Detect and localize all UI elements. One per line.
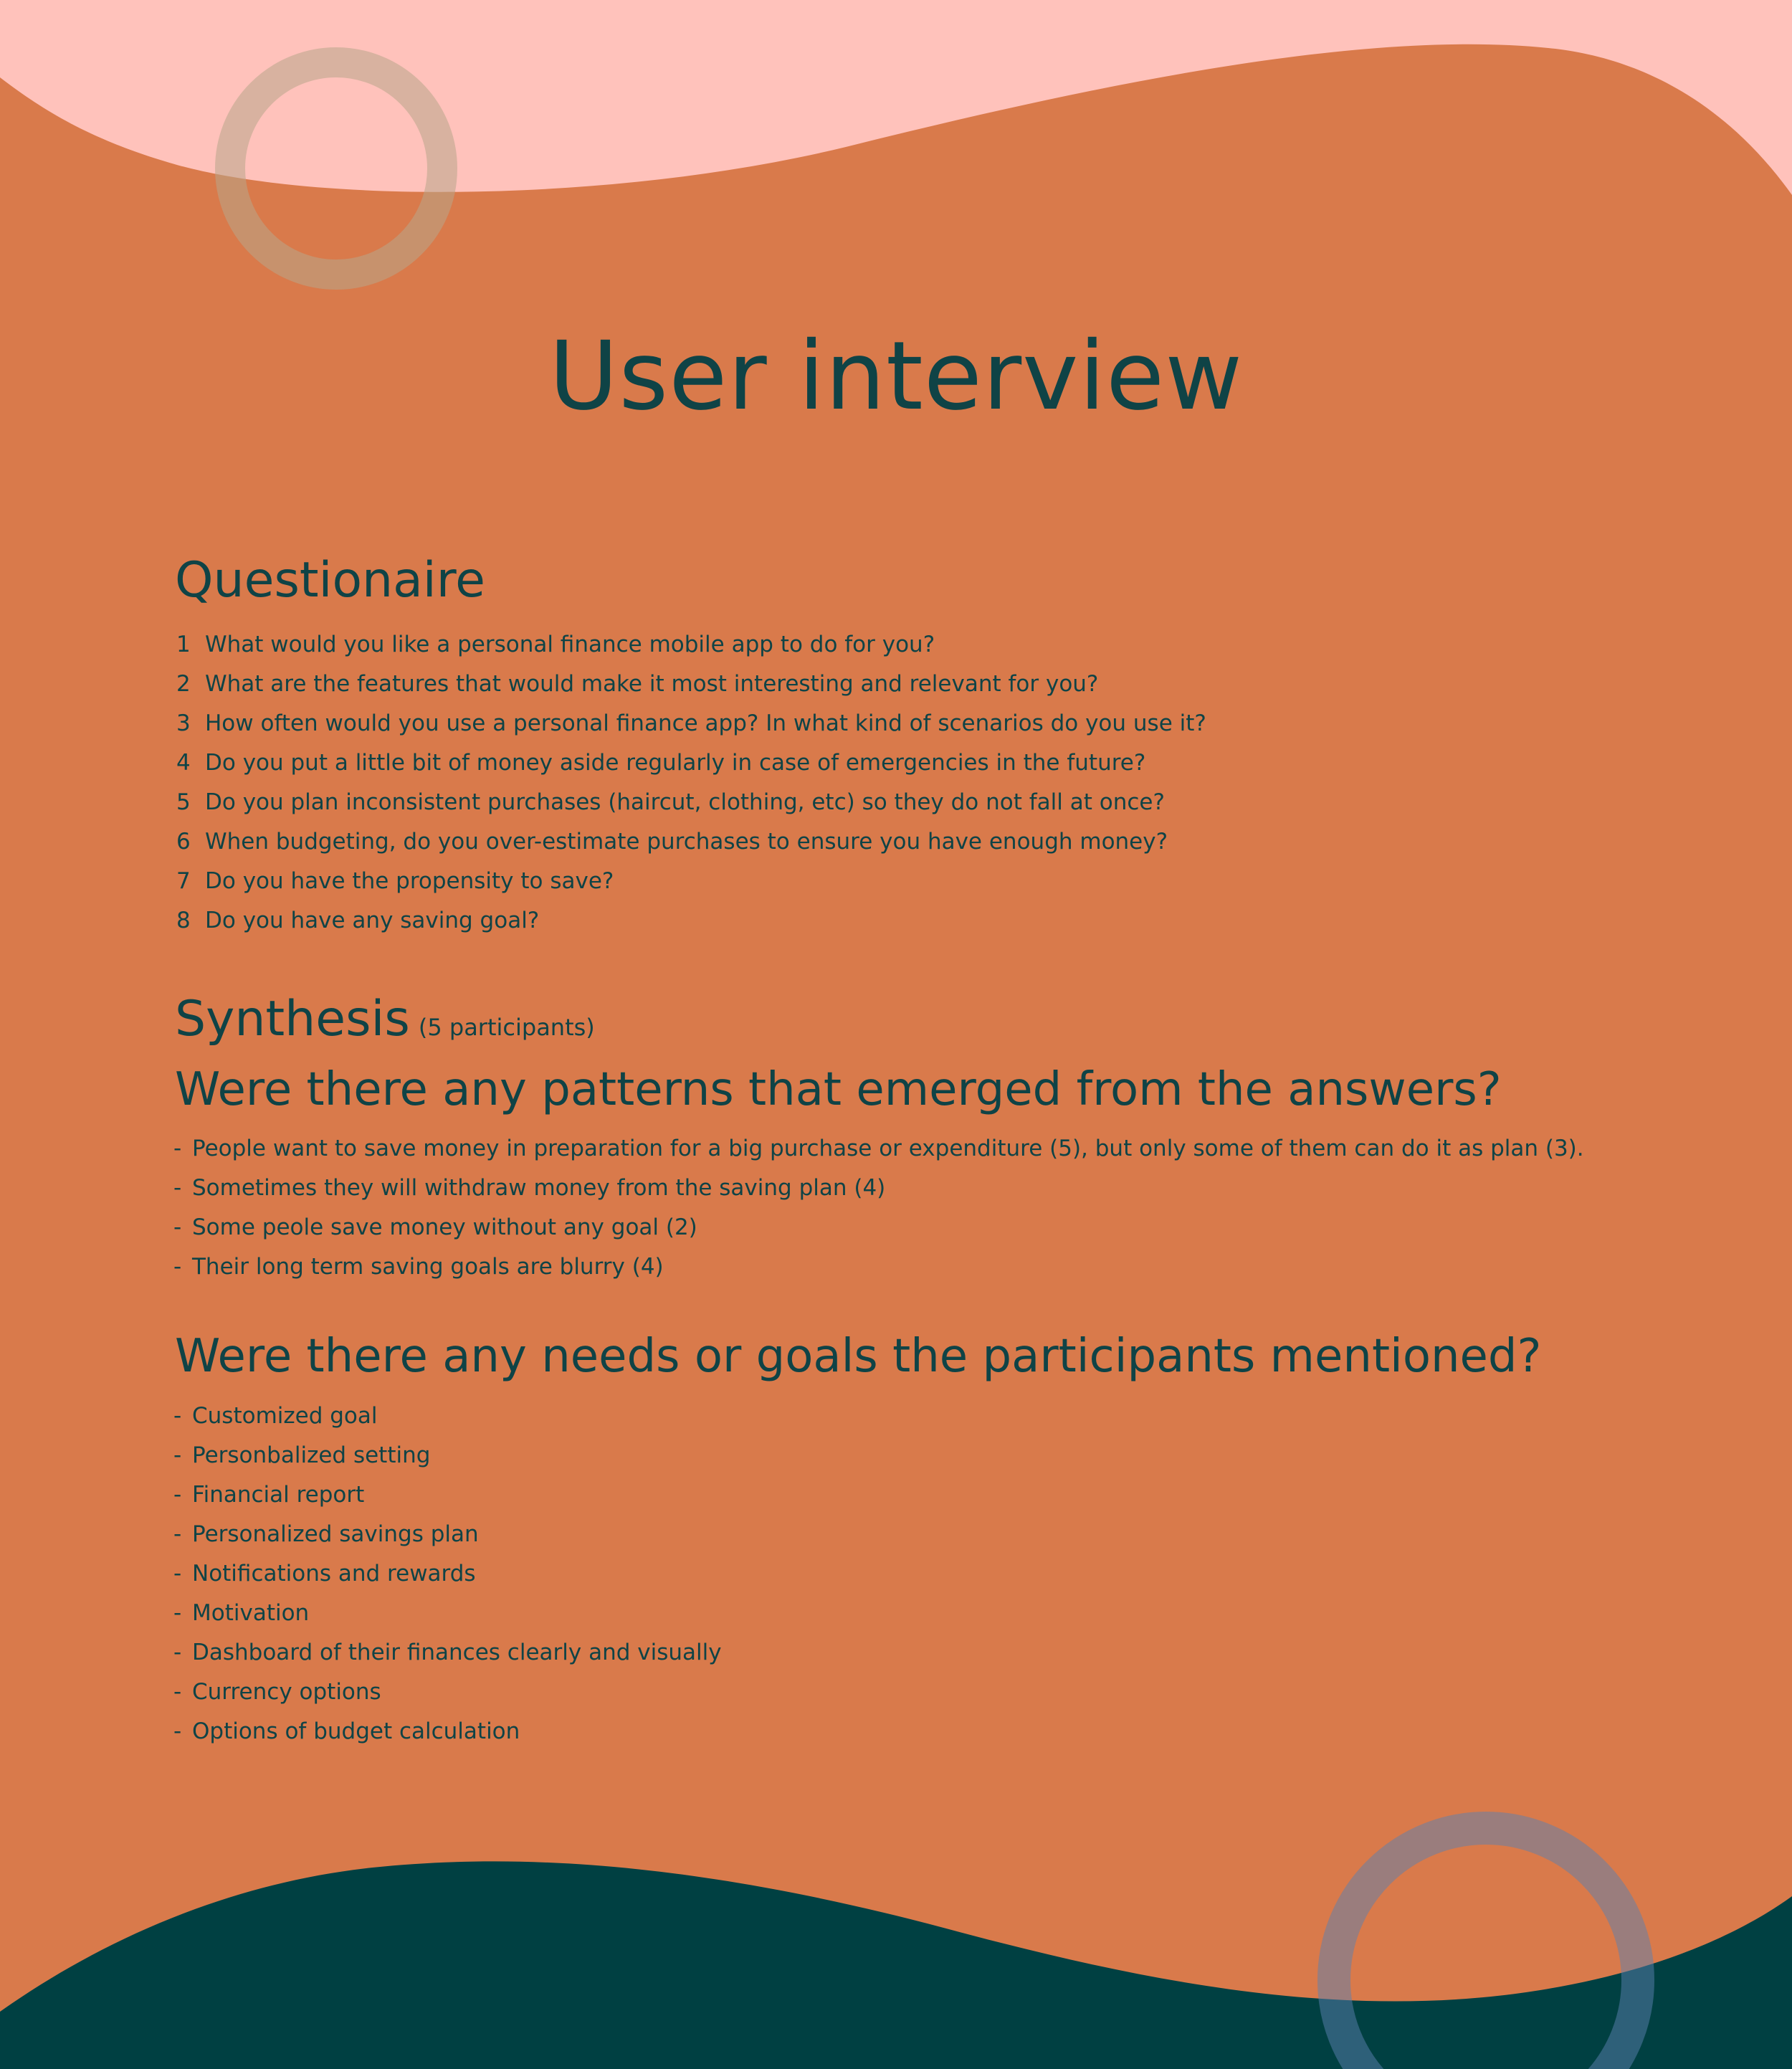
list-item-text: Personbalized setting <box>192 1442 431 1468</box>
question-number: 1 <box>176 632 191 657</box>
list-item <box>173 1712 722 1751</box>
question-number: 4 <box>176 750 191 776</box>
question-text: How often would you use a personal finance app? In what kind of scenarios do you use it? <box>205 710 1206 736</box>
list-item-text: Options of budget calculation <box>192 1718 520 1744</box>
bullet-dash: - <box>173 1482 182 1508</box>
questionnaire-heading: Questionaire <box>175 552 486 609</box>
question-number: 6 <box>176 829 191 855</box>
question-item <box>176 862 1206 901</box>
question-item <box>176 743 1206 783</box>
list-item-text: Financial report <box>192 1482 365 1508</box>
list-item-text: Their long term saving goals are blurry (4) <box>192 1254 664 1280</box>
patterns-list <box>173 1129 1584 1287</box>
list-item-text: Some peole save money without any goal (2) <box>192 1214 697 1240</box>
question-item <box>176 901 1206 941</box>
list-item <box>173 1129 1584 1169</box>
bullet-dash: - <box>173 1175 182 1201</box>
list-item <box>173 1169 1584 1208</box>
list-item-text: Customized goal <box>192 1403 378 1429</box>
synthesis-heading <box>175 989 595 1057</box>
list-item-text: Currency options <box>192 1679 381 1705</box>
question-number: 8 <box>176 908 191 933</box>
question-text: Do you plan inconsistent purchases (haircut, clothing, etc) so they do not fall at once? <box>205 789 1165 815</box>
synthesis-title: Synthesis <box>175 991 410 1047</box>
list-item-text: Notifications and rewards <box>192 1561 476 1587</box>
bullet-dash: - <box>173 1718 182 1744</box>
question-text: Do you have the propensity to save? <box>205 868 614 894</box>
list-item <box>173 1475 722 1515</box>
page-title: User interview <box>548 321 1244 432</box>
question-number: 5 <box>176 789 191 815</box>
list-item <box>173 1436 722 1475</box>
list-item <box>173 1397 722 1436</box>
question-item <box>176 704 1206 743</box>
question-text: What would you like a personal finance mobile app to do for you? <box>205 632 935 657</box>
question-text: Do you have any saving goal? <box>205 908 540 933</box>
list-item <box>173 1247 1584 1287</box>
bullet-dash: - <box>173 1561 182 1587</box>
list-item <box>173 1208 1584 1247</box>
question-item <box>176 822 1206 862</box>
question-item <box>176 625 1206 665</box>
bullet-dash: - <box>173 1136 182 1161</box>
question-text: What are the features that would make it most interesting and relevant for you? <box>205 671 1099 697</box>
question-number: 7 <box>176 868 191 894</box>
list-item-text: Sometimes they will withdraw money from the saving plan (4) <box>192 1175 886 1201</box>
question-item <box>176 783 1206 822</box>
question-text: Do you put a little bit of money aside regularly in case of emergencies in the future? <box>205 750 1146 776</box>
question-text: When budgeting, do you over-estimate purchases to ensure you have enough money? <box>205 829 1168 855</box>
bullet-dash: - <box>173 1214 182 1240</box>
question-number: 3 <box>176 710 191 736</box>
bullet-dash: - <box>173 1640 182 1665</box>
bullet-dash: - <box>173 1521 182 1547</box>
list-item-text: Motivation <box>192 1600 310 1626</box>
bullet-dash: - <box>173 1442 182 1468</box>
patterns-question: Were there any patterns that emerged from the answers? <box>175 1063 1502 1116</box>
list-item <box>173 1554 722 1594</box>
list-item-text: People want to save money in preparation for a big purchase or expenditure (5), but only some of them can do it as plan (3). <box>192 1136 1584 1161</box>
list-item-text: Personalized savings plan <box>192 1521 479 1547</box>
needs-list <box>173 1397 722 1751</box>
bullet-dash: - <box>173 1679 182 1705</box>
bullet-dash: - <box>173 1254 182 1280</box>
list-item-text: Dashboard of their finances clearly and visually <box>192 1640 722 1665</box>
participants-note: (5 participants) <box>418 1014 595 1041</box>
bullet-dash: - <box>173 1403 182 1429</box>
list-item <box>173 1515 722 1554</box>
list-item <box>173 1673 722 1712</box>
needs-question: Were there any needs or goals the participants mentioned? <box>175 1330 1542 1383</box>
bullet-dash: - <box>173 1600 182 1626</box>
list-item <box>173 1633 722 1673</box>
question-item <box>176 665 1206 704</box>
questionnaire-list <box>176 625 1206 941</box>
list-item <box>173 1594 722 1633</box>
question-number: 2 <box>176 671 191 697</box>
